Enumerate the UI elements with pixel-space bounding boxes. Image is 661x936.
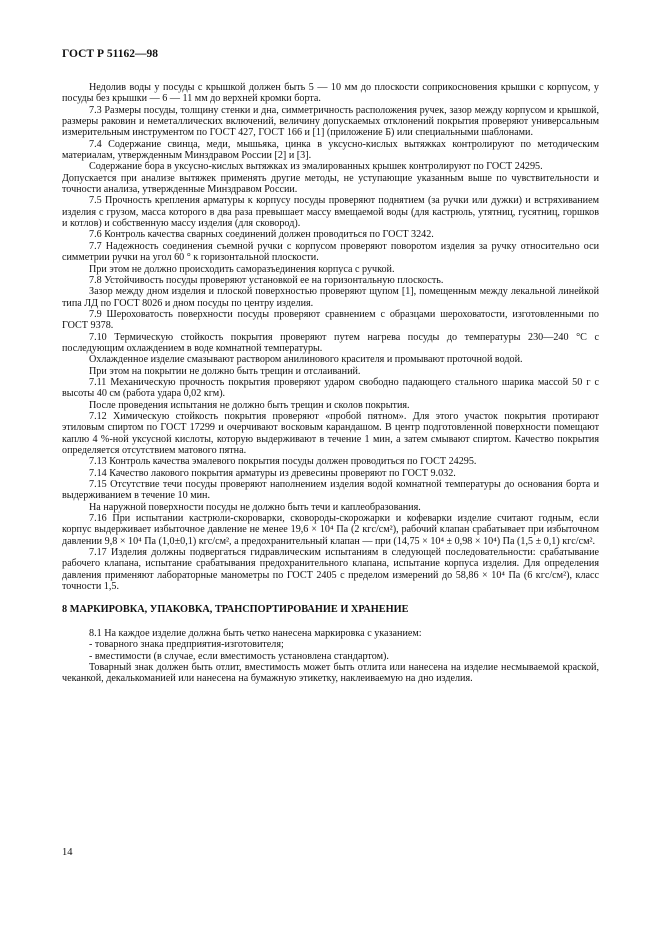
list-item: - товарного знака предприятия-изготовителя;	[89, 639, 284, 651]
list-item: - вместимости (в случае, если вместимость установлена стандартом).	[89, 650, 389, 662]
paragraph: При этом не должно происходить саморазъединения корпуса с ручкой.	[89, 263, 395, 275]
paragraph: 7.10 Термическую стойкость покрытия проверяют путем нагрева посуды до температуры 230—240 °С с последующим охлаждением в воде комнатной температуры.	[62, 331, 599, 354]
paragraph: Допускается при анализе вытяжек применять другие методы, не уступающие указанным выше по чувствительности и точности анализа, утвержденные Минздравом России.	[62, 172, 599, 196]
paragraph: 7.9 Шероховатость поверхности посуды проверяют сравнением с образцами шероховатости, изготовленными по ГОСТ 9378.	[62, 308, 599, 332]
paragraph: 7.15 Отсутствие течи посуды проверяют наполнением изделия водой комнатной температуры до основания борта и выдерживанием в течение 10 мин.	[62, 479, 599, 502]
paragraph: 7.7 Надежность соединения съемной ручки с корпусом проверяют поворотом изделия за ручку относительно оси симметрии ручки на угол 60 ° к горизонтальной плоскости.	[62, 240, 599, 264]
paragraph: 7.17 Изделия должны подвергаться гидравлическим испытаниям в следующей последовательности: срабатывание рабочего клапана, испытание срабатывания предохранительного клапана, испытание корпуса изделия. Для определения давления применяют лабораторные манометры по ГОСТ 2405 с пределом измерений до 58,86 × 10⁴ Па (6 кгс/см²), класс точности 1,5.	[62, 547, 599, 593]
paragraph: При этом на покрытии не должно быть трещин и отслаиваний.	[89, 365, 361, 377]
document-body	[62, 82, 599, 685]
paragraph: 7.14 Качество лакового покрытия арматуры из древесины проверяют по ГОСТ 9.032.	[89, 467, 456, 479]
paragraph: Товарный знак должен быть отлит, вместимость может быть отлита или нанесена на изделие несмываемой краской, чеканкой, декалькоманией или нанесена на бумажную этикетку, наклеиваемую на дно изделия.	[62, 661, 599, 685]
paragraph: На наружной поверхности посуды не должно быть течи и каплеобразования.	[89, 501, 421, 513]
paragraph: Недолив воды у посуды с крышкой должен быть 5 — 10 мм до плоскости соприкосновения крышки с корпусом, у посуды без крышки — 6 — 11 мм до верхней кромки борта.	[62, 82, 599, 105]
document-header: ГОСТ Р 51162—98	[62, 48, 158, 60]
paragraph: Охлажденное изделие смазывают раствором анилинового красителя и промывают проточной водой.	[89, 354, 523, 366]
paragraph: 7.8 Устойчивость посуды проверяют установкой ее на горизонтальную плоскость.	[89, 274, 444, 286]
paragraph: 8.1 На каждое изделие должна быть четко нанесена маркировка с указанием:	[89, 627, 422, 639]
paragraph: 7.4 Содержание свинца, меди, мышьяка, цинка в уксусно-кислых вытяжках контролируют по методическим материалам, утвержденным Минздравом России [2] и [3].	[62, 138, 599, 162]
paragraph: 7.11 Механическую прочность покрытия проверяют ударом свободно падающего стального шарика массой 50 г с высоты 40 см (работа удара 0,02 кгм).	[62, 376, 599, 400]
paragraph: 7.12 Химическую стойкость покрытия проверяют «пробой пятном». Для этого участок покрытия протирают этиловым спиртом по ГОСТ 17299 и очерчивают восковым карандашом. В центр подготовленной поверхности помещают каплю 4 %-ной уксусной кислоты, которую выдерживают в течение 1 мин, а затем смывают спиртом. Качество покрытия определяется отсутствием матового пятна.	[62, 410, 599, 456]
paragraph: 7.5 Прочность крепления арматуры к корпусу посуды проверяют поднятием (за ручки или дужки) и встряхиванием изделия с грузом, масса которого в два раза превышает массу вмещаемой воды (для кастрюль, утятниц, гусятниц, горшков и котлов) и собственную массу изделия (для сковород).	[62, 195, 599, 230]
paragraph: 7.16 При испытании кастрюли-скороварки, сковороды-скорожарки и кофеварки изделие считают годным, если корпус выдерживает избыточное давление не менее 19,6 × 10⁴ Па (2 кгс/см²), рабочий клапан срабатывает при избыточном давлении 9,8 × 10⁴ Па (1,0±0,1) кгс/см², а предохранительный клапан — при (14,75 × 10⁴ ± 0,98 × 10⁴) Па (1,5 ± 0,1) кгс/см².	[62, 513, 599, 547]
section-title: 8 МАРКИРОВКА, УПАКОВКА, ТРАНСПОРТИРОВАНИЕ И ХРАНЕНИЕ	[62, 604, 409, 616]
page-number: 14	[62, 847, 73, 858]
paragraph: После проведения испытания не должно быть трещин и сколов покрытия.	[89, 399, 410, 411]
paragraph: 7.3 Размеры посуды, толщину стенки и дна, симметричность расположения ручек, зазор между корпусом и крышкой, размеры раковин и неметаллических включений, величину допускаемых отклонений покрытия проверяют универсальным измерительным инструментом по ГОСТ 427, ГОСТ 166 и [1] (приложение Б) или специальными шаблонами.	[62, 104, 599, 139]
paragraph: 7.13 Контроль качества эмалевого покрытия посуды должен проводиться по ГОСТ 24295.	[89, 456, 477, 468]
paragraph: Содержание бора в уксусно-кислых вытяжках из эмалированных крышек контролируют по ГОСТ 24295.	[89, 161, 543, 173]
paragraph: Зазор между дном изделия и плоской поверхностью проверяют щупом [1], помещенным между лекальной линейкой типа ЛД по ГОСТ 8026 и дном посуды по центру изделия.	[62, 286, 599, 309]
paragraph: 7.6 Контроль качества сварных соединений должен проводиться по ГОСТ 3242.	[89, 229, 434, 241]
